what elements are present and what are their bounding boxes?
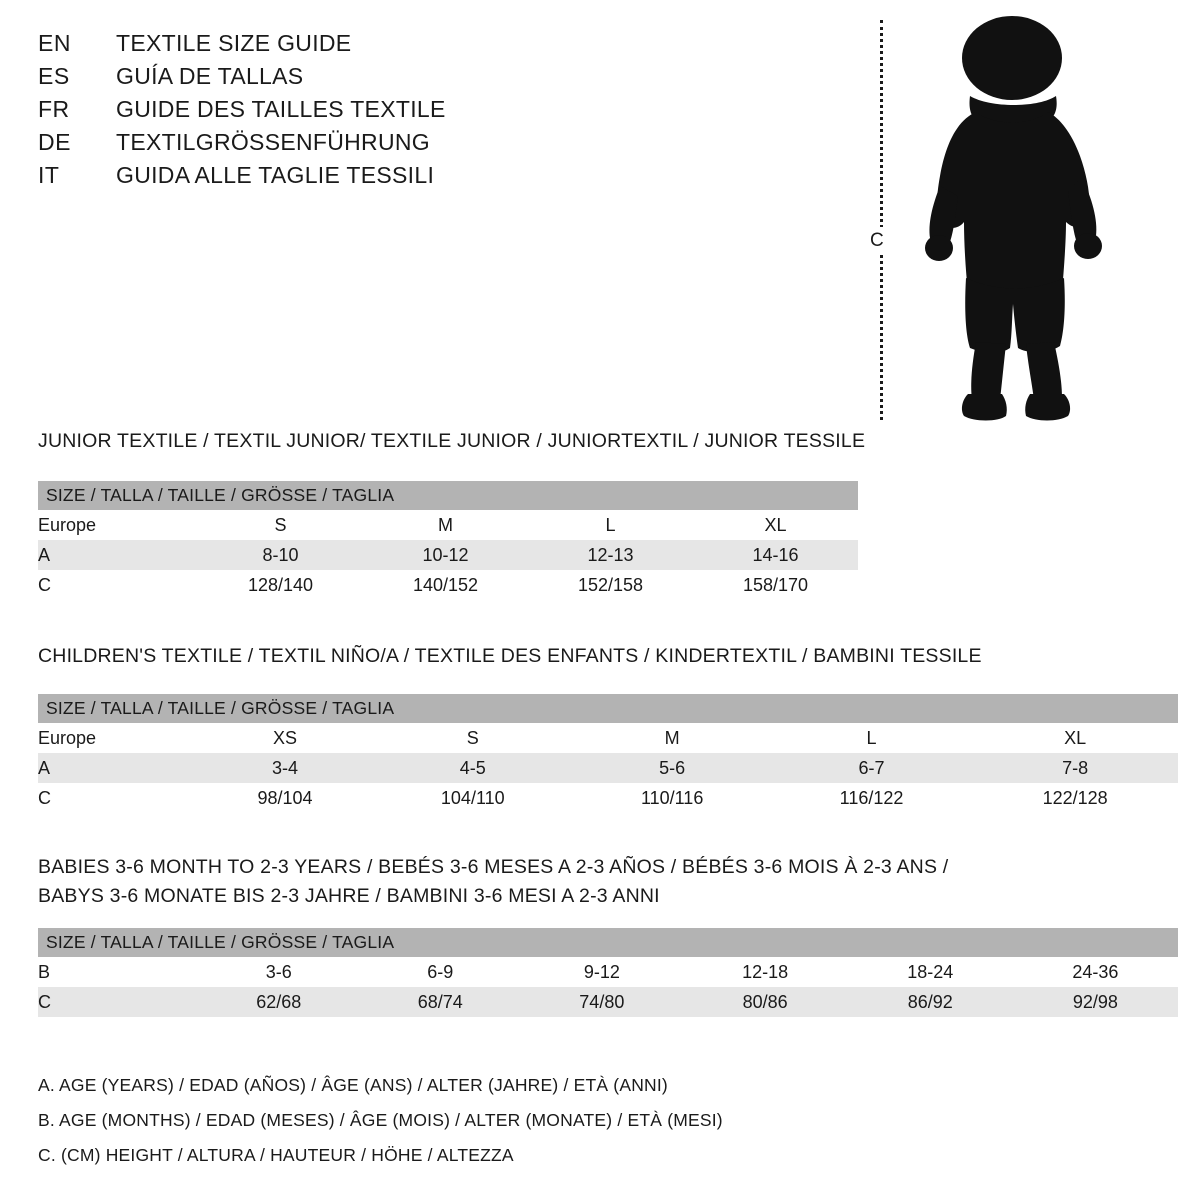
cell: 9-12 xyxy=(521,957,683,987)
cell: XS xyxy=(198,723,372,753)
cell: 140/152 xyxy=(363,570,528,600)
legend-line-c: C. (CM) HEIGHT / ALTURA / HAUTEUR / HÖHE / ALTEZZA xyxy=(38,1145,514,1165)
table-header-row xyxy=(38,694,1178,723)
cell: M xyxy=(363,510,528,540)
table-header-label: SIZE / TALLA / TAILLE / GRÖSSE / TAGLIA xyxy=(38,928,1178,957)
babies-size-table xyxy=(38,928,1178,1017)
section-title-children: CHILDREN'S TEXTILE / TEXTIL NIÑO/A / TEXTILE DES ENFANTS / KINDERTEXTIL / BAMBINI TESSILE xyxy=(38,645,982,667)
cell: L xyxy=(771,723,972,753)
cell: 92/98 xyxy=(1013,987,1178,1017)
cell: 128/140 xyxy=(198,570,363,600)
row-label: C xyxy=(38,783,198,813)
legend-line-a: A. AGE (YEARS) / EDAD (AÑOS) / ÂGE (ANS) / ALTER (JAHRE) / ETÀ (ANNI) xyxy=(38,1075,668,1095)
cell: 152/158 xyxy=(528,570,693,600)
legend-line-b: B. AGE (MONTHS) / EDAD (MESES) / ÂGE (MOIS) / ALTER (MONATE) / ETÀ (MESI) xyxy=(38,1110,723,1130)
row-label: C xyxy=(38,987,198,1017)
language-row xyxy=(38,129,638,162)
cell: 18-24 xyxy=(848,957,1013,987)
cell: 68/74 xyxy=(360,987,522,1017)
child-silhouette-icon xyxy=(906,16,1116,424)
cell: 8-10 xyxy=(198,540,363,570)
language-code: FR xyxy=(38,96,70,122)
cell: 86/92 xyxy=(848,987,1013,1017)
children-size-table xyxy=(38,694,1178,813)
table-header-row xyxy=(38,928,1178,957)
table-header-row xyxy=(38,481,858,510)
table-row xyxy=(38,540,858,570)
cell: 80/86 xyxy=(683,987,848,1017)
language-title: TEXTILGRÖSSENFÜHRUNG xyxy=(116,129,430,155)
cell: XL xyxy=(972,723,1178,753)
cell: 24-36 xyxy=(1013,957,1178,987)
cell: 12-18 xyxy=(683,957,848,987)
cell: 122/128 xyxy=(972,783,1178,813)
row-label: A xyxy=(38,540,198,570)
language-title: GUÍA DE TALLAS xyxy=(116,63,304,89)
row-label: B xyxy=(38,957,198,987)
table-header-label: SIZE / TALLA / TAILLE / GRÖSSE / TAGLIA xyxy=(38,481,858,510)
section-title-babies: BABIES 3-6 MONTH TO 2-3 YEARS / BEBÉS 3-6 MESES A 2-3 AÑOS / BÉBÉS 3-6 MOIS À 2-3 ANS / xyxy=(38,856,949,878)
table-row xyxy=(38,510,858,540)
cell: 4-5 xyxy=(372,753,573,783)
cell: 10-12 xyxy=(363,540,528,570)
table-header-label: SIZE / TALLA / TAILLE / GRÖSSE / TAGLIA xyxy=(38,694,1178,723)
language-code: EN xyxy=(38,30,71,56)
table-row xyxy=(38,987,1178,1017)
cell: S xyxy=(198,510,363,540)
table-row xyxy=(38,570,858,600)
table-row xyxy=(38,723,1178,753)
cell: XL xyxy=(693,510,858,540)
cell: 5-6 xyxy=(574,753,771,783)
cell: M xyxy=(574,723,771,753)
cell: 6-7 xyxy=(771,753,972,783)
row-label: C xyxy=(38,570,198,600)
table-row xyxy=(38,753,1178,783)
language-row xyxy=(38,63,638,96)
language-row xyxy=(38,30,638,63)
cell: 158/170 xyxy=(693,570,858,600)
cell: 7-8 xyxy=(972,753,1178,783)
cell: S xyxy=(372,723,573,753)
cell: 104/110 xyxy=(372,783,573,813)
language-title: GUIDE DES TAILLES TEXTILE xyxy=(116,96,446,122)
language-title: GUIDA ALLE TAGLIE TESSILI xyxy=(116,162,435,188)
cell: 116/122 xyxy=(771,783,972,813)
language-code: DE xyxy=(38,129,71,155)
cell: 12-13 xyxy=(528,540,693,570)
measure-dotted-line xyxy=(880,20,883,420)
language-title: TEXTILE SIZE GUIDE xyxy=(116,30,352,56)
cell: 3-4 xyxy=(198,753,372,783)
row-label: A xyxy=(38,753,198,783)
language-code: ES xyxy=(38,63,70,89)
junior-size-table xyxy=(38,481,858,600)
height-measure-figure xyxy=(868,12,1158,422)
row-label: Europe xyxy=(38,510,198,540)
cell: 14-16 xyxy=(693,540,858,570)
cell: L xyxy=(528,510,693,540)
cell: 6-9 xyxy=(360,957,522,987)
cell: 110/116 xyxy=(574,783,771,813)
language-title-block xyxy=(38,30,638,195)
table-row xyxy=(38,783,1178,813)
section-title-junior: JUNIOR TEXTILE / TEXTIL JUNIOR/ TEXTILE JUNIOR / JUNIORTEXTIL / JUNIOR TESSILE xyxy=(38,430,866,452)
cell: 62/68 xyxy=(198,987,360,1017)
language-row xyxy=(38,162,638,195)
row-label: Europe xyxy=(38,723,198,753)
language-row xyxy=(38,96,638,129)
language-code: IT xyxy=(38,162,60,188)
cell: 98/104 xyxy=(198,783,372,813)
section-title-babies-line2: BABYS 3-6 MONATE BIS 2-3 JAHRE / BAMBINI 3-6 MESI A 2-3 ANNI xyxy=(38,885,660,907)
measure-label-c: C xyxy=(868,227,886,255)
cell: 3-6 xyxy=(198,957,360,987)
table-row xyxy=(38,957,1178,987)
cell: 74/80 xyxy=(521,987,683,1017)
